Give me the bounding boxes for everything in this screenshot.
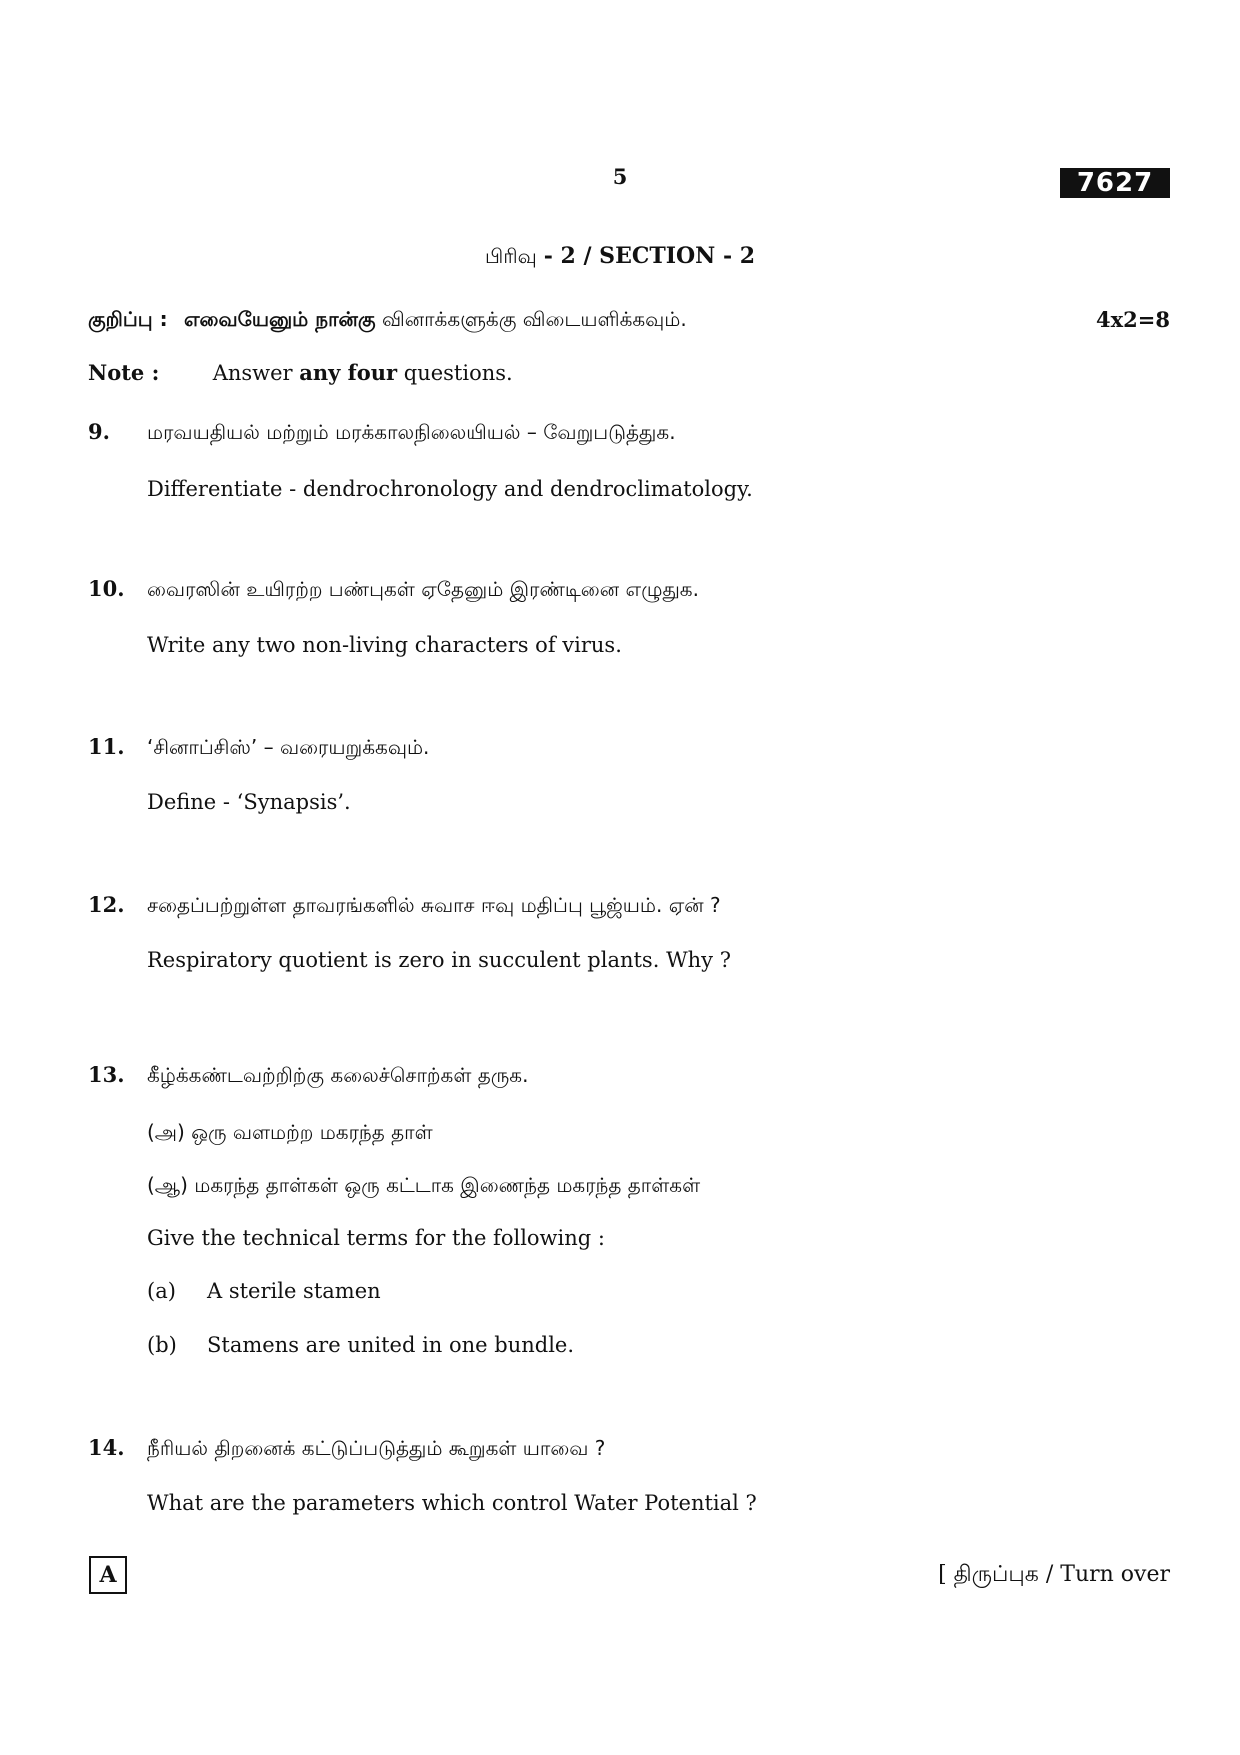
sub-item-b-text: Stamens are united in one bundle. [207,1333,575,1357]
sub-item-b-label: (b) [147,1333,177,1357]
question-number: 14. [88,1435,125,1460]
question-tamil: நீரியல் திறனைக் கட்டுப்படுத்தும் கூறுகள் யாவை ? [147,1436,606,1460]
section-heading [0,243,1240,271]
page-number: 5 [612,164,628,189]
instruction-tamil-bold: எவையேனும் நான்கு [183,307,376,331]
question-english: Write any two non-living characters of virus. [147,633,622,657]
section-heading-english: - 2 / SECTION - 2 [543,243,756,269]
note-bold: any four [299,360,398,385]
question-english: What are the parameters which control Water Potential ? [147,1491,757,1515]
question-tamil: வைரஸின் உயிரற்ற பண்புகள் ஏதேனும் இரண்டினை எழுதுக. [147,577,699,601]
section-heading-tamil: பிரிவு [484,244,537,268]
instruction-tamil [88,307,687,334]
instruction-tamil-rest: வினாக்களுக்கு விடையளிக்கவும். [381,307,687,331]
note-post: questions. [403,361,513,385]
question-english: Define - ‘Synapsis’. [147,790,351,814]
question-tamil-part-b: (ஆ) மகரந்த தாள்கள் ஒரு கட்டாக இணைந்த மகரந்த தாள்கள் [147,1173,701,1197]
note-line [88,360,513,385]
question-number: 13. [88,1062,125,1087]
question-english: Respiratory quotient is zero in succulent plants. Why ? [147,948,731,972]
question-tamil: கீழ்க்கண்டவற்றிற்கு கலைச்சொற்கள் தருக. [147,1063,529,1087]
question-number: 11. [88,734,125,759]
question-number: 9. [88,419,110,444]
paper-code-badge: 7627 [1060,168,1170,198]
sub-item-a-label: (a) [147,1279,176,1303]
series-box: A [89,1556,127,1594]
question-tamil: ‘சினாப்சிஸ்’ – வரையறுக்கவும். [147,735,430,759]
question-english: Differentiate - dendrochronology and dendroclimatology. [147,477,753,501]
question-tamil: சதைப்பற்றுள்ள தாவரங்களில் சுவாச ஈவு மதிப்பு பூஜ்யம். ஏன் ? [147,893,721,917]
note-label: Note : [88,360,160,385]
turn-over-note: [ திருப்புக / Turn over [938,1562,1170,1587]
note-pre: Answer [212,361,293,385]
question-number: 12. [88,892,125,917]
question-tamil-part-a: (அ) ஒரு வளமற்ற மகரந்த தாள் [147,1120,433,1144]
sub-item-a-text: A sterile stamen [207,1279,381,1303]
instruction-tamil-label: குறிப்பு : [88,307,168,331]
question-tamil: மரவயதியல் மற்றும் மரக்காலநிலையியல் – வேறுபடுத்துக. [147,420,676,444]
question-english: Give the technical terms for the following : [147,1226,605,1250]
marks-allocation: 4x2=8 [1096,307,1170,332]
question-number: 10. [88,576,125,601]
